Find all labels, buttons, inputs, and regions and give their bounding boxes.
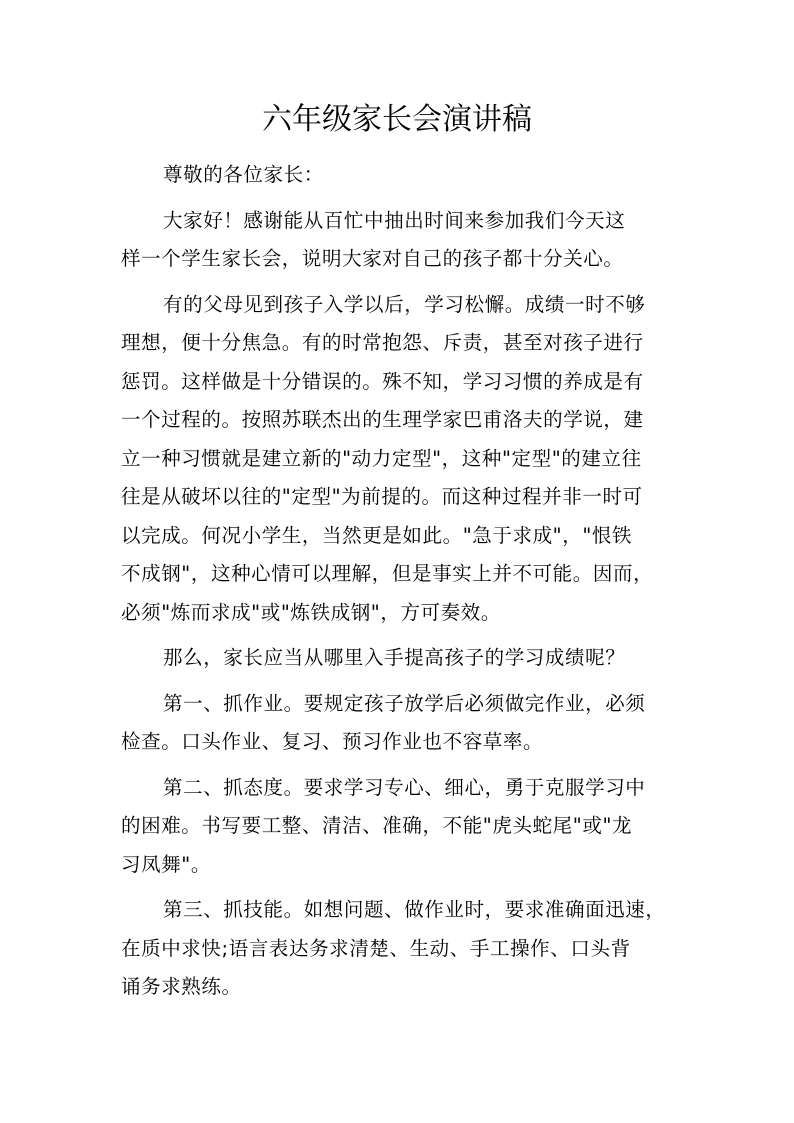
paragraph-line: 样一个学生家长会，说明大家对自己的孩子都十分关心。 — [121, 247, 624, 270]
paragraph-homework — [121, 685, 681, 762]
paragraph-greeting — [121, 156, 681, 195]
paragraph-question — [121, 639, 681, 678]
paragraph-line: 理想，便十分焦急。有的时常抱怨、斥责，甚至对孩子进行 — [121, 331, 644, 354]
paragraph-attitude — [121, 769, 681, 885]
paragraph-line: 那么，家长应当从哪里入手提高孩子的学习成绩呢？ — [163, 646, 626, 669]
paragraph-line: 的困难。书写要工整、清洁、准确，不能"虎头蛇尾"或"龙 — [121, 814, 633, 837]
paragraph-line: 习凤舞"。 — [121, 852, 211, 876]
paragraph-line: 有的父母见到孩子入学以后，学习松懈。成绩一时不够 — [163, 292, 646, 316]
paragraph-line: 在质中求快;语言表达务求清楚、生动、手工操作、口头背 — [121, 936, 631, 960]
paragraph-line: 不成钢"，这种心情可以理解，但是事实上并不可能。因而， — [121, 562, 654, 585]
paragraph-line: 第一、抓作业。要规定孩子放学后必须做完作业，必须 — [163, 691, 646, 715]
paragraph-line: 大家好！感谢能从百忙中抽出时间来参加我们今天这 — [163, 208, 626, 232]
paragraph-line: 惩罚。这样做是十分错误的。殊不知，学习习惯的养成是有 — [121, 369, 644, 393]
document-title: 六年级家长会演讲稿 — [262, 102, 532, 137]
paragraph-line: 以完成。何况小学生，当然更是如此。"急于求成"，"恨铁 — [121, 523, 633, 547]
paragraph-line: 检查。口头作业、复习、预习作业也不容草率。 — [121, 730, 544, 753]
paragraph-line: 第三、抓技能。如想问题、做作业时，要求准确面迅速， — [163, 898, 666, 921]
paragraph-line: 尊敬的各位家长： — [163, 163, 324, 186]
paragraph-line: 一个过程的。按照苏联杰出的生理学家巴甫洛夫的学说，建 — [121, 408, 644, 431]
paragraph-line: 往是从破坏以往的"定型"为前提的。而这种过程并非一时可 — [121, 485, 643, 508]
paragraph-skills — [121, 891, 681, 1007]
paragraph-habits — [121, 286, 681, 633]
paragraph-line: 第二、抓态度。要求学习专心、细心，勇于克服学习中 — [163, 775, 646, 799]
paragraph-line: 必须"炼而求成"或"炼铁成钢"，方可奏效。 — [121, 600, 501, 624]
document-body — [121, 156, 681, 1007]
paragraph-line: 诵务求熟练。 — [121, 975, 242, 998]
paragraph-welcome — [121, 202, 681, 279]
paragraph-line: 立一种习惯就是建立新的"动力定型"，这种"定型"的建立往 — [121, 446, 642, 470]
